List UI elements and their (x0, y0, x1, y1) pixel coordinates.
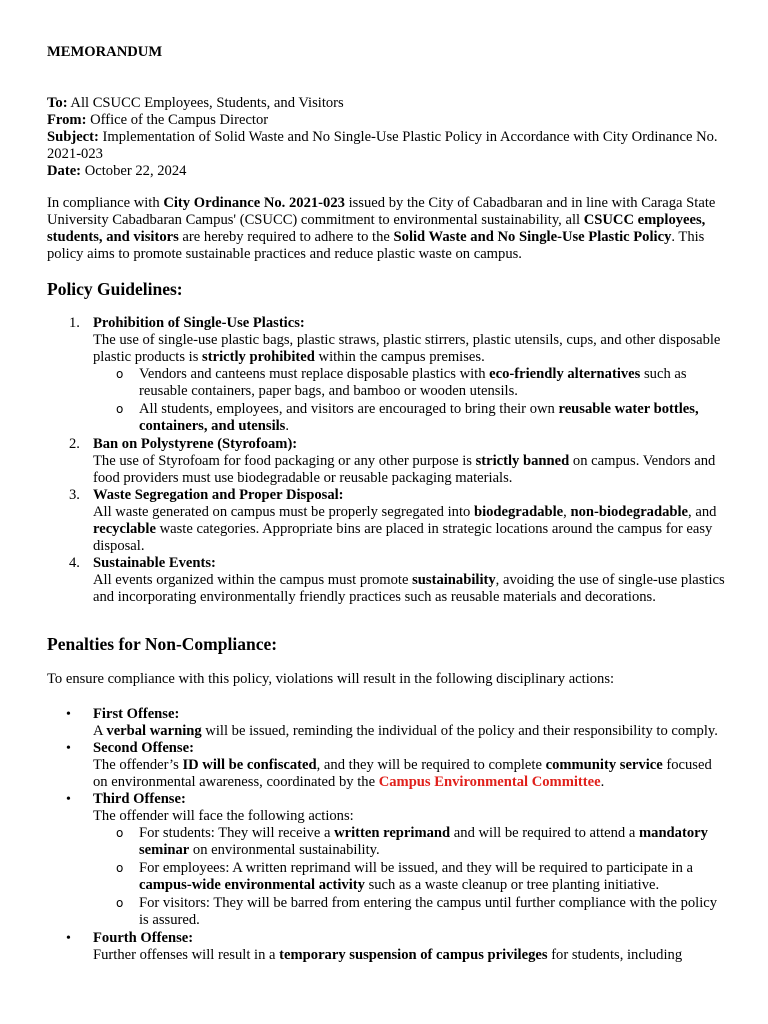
from-value: Office of the Campus Director (86, 112, 269, 128)
sub-bold: eco-friendly alternatives (489, 366, 641, 382)
sub-list-item (93, 860, 727, 894)
intro-bold: CSUCC employees, students, and visitors (47, 212, 706, 245)
sub-list-item (93, 366, 727, 400)
intro-text: . This policy aims to promote sustainable practices and reduce plastic waste on campus. (47, 229, 705, 262)
guideline-sublist (93, 366, 727, 435)
guideline-text: , (563, 504, 571, 520)
guideline-text: All waste generated on campus must be properly segregated into (93, 504, 474, 520)
guideline-bold: biodegradable (473, 504, 564, 520)
offense-text: , and they will be required to complete (316, 757, 546, 773)
guideline-text: waste categories. Appropriate bins are placed in strategic locations around the campus for easy disposal. (93, 521, 713, 554)
guideline-bold: recyclable (93, 521, 156, 537)
sub-text: Vendors and canteens must replace disposable plastics with (139, 366, 490, 382)
offense-sublist (93, 825, 727, 929)
guideline-text: , avoiding the use of single-use plastics and incorporating environmentally friendly practices such as reusable materials and decorations. (93, 572, 725, 605)
offense-item (47, 930, 727, 964)
to-value: All CSUCC Employees, Students, and Visitors (67, 95, 344, 111)
policy-guidelines-heading: Policy Guidelines: (47, 279, 183, 299)
sub-list-item (93, 401, 727, 435)
offense-title: Third Offense: (93, 791, 186, 807)
date-line (47, 163, 727, 180)
bullet-icon: • (66, 792, 71, 807)
penalties-heading: Penalties for Non-Compliance: (47, 634, 278, 654)
guideline-number: 4. (69, 555, 80, 571)
offense-item (47, 706, 727, 740)
sub-bold: mandatory seminar (139, 825, 708, 858)
offense-item (47, 740, 727, 791)
guideline-text: within the campus premises. (314, 349, 485, 365)
guideline-item (47, 555, 727, 606)
bullet-icon: • (66, 707, 71, 722)
guideline-bold: strictly banned (475, 453, 570, 469)
guideline-text: The use of Styrofoam for food packaging or any other purpose is (93, 453, 476, 469)
sub-bold: written reprimand (334, 825, 451, 841)
offense-text: . (600, 774, 605, 790)
guideline-bold: non-biodegradable (570, 504, 689, 520)
guideline-title: Sustainable Events: (93, 555, 216, 571)
intro-text: issued by the City of Cabadbaran and in line with Caraga State University Cabadbaran Campus' (CSUCC) commitment to environmental sustainability, all (47, 195, 716, 228)
offenses-list (47, 706, 727, 964)
guideline-number: 1. (69, 315, 80, 331)
sub-text: For students: They will receive a (139, 825, 335, 841)
memo-header (47, 95, 727, 180)
guideline-bold: sustainability (412, 572, 496, 588)
guideline-title: Ban on Polystyrene (Styrofoam): (93, 436, 298, 452)
sub-bold: campus-wide environmental activity (139, 877, 365, 893)
guideline-text: The use of single-use plastic bags, plastic straws, plastic stirrers, plastic utensils, cups, and other disposable plastic products is (93, 332, 721, 365)
circle-bullet-icon: o (116, 402, 124, 416)
guideline-title: Waste Segregation and Proper Disposal: (93, 487, 344, 503)
circle-bullet-icon: o (116, 826, 124, 840)
sub-list-item (93, 825, 727, 859)
sub-text: For employees: A written reprimand will be issued, and they will be required to participate in a (139, 860, 694, 876)
from-line (47, 112, 727, 129)
sub-text: such as reusable containers, paper bags, and bamboo or wooden utensils. (139, 366, 687, 399)
guidelines-list (47, 315, 727, 606)
guideline-number: 2. (69, 436, 80, 452)
offense-bold: verbal warning (106, 723, 202, 739)
guideline-text: on campus. Vendors and food providers must use biodegradable or reusable packaging materials. (93, 453, 716, 486)
offense-title: Second Offense: (93, 740, 194, 756)
circle-bullet-icon: o (116, 896, 124, 910)
offense-bold: temporary suspension of campus privileges (279, 947, 548, 963)
offense-text: for students, including (547, 947, 683, 963)
offense-item (47, 791, 727, 929)
sub-list-item (93, 895, 727, 929)
intro-bold: City Ordinance No. 2021-023 (163, 195, 345, 211)
circle-bullet-icon: o (116, 861, 124, 875)
offense-text: will be issued, reminding the individual of the policy and their responsibility to comply. (201, 723, 718, 739)
offense-text: focused on environmental awareness, coordinated by the (93, 757, 712, 790)
offense-bold: ID will be confiscated (182, 757, 317, 773)
from-label: From: (47, 112, 87, 128)
memo-title: MEMORANDUM (47, 44, 163, 60)
guideline-number: 3. (69, 487, 80, 503)
guideline-text: , and (688, 504, 717, 520)
sub-text: and will be required to attend a (450, 825, 639, 841)
subject-value: Implementation of Solid Waste and No Single-Use Plastic Policy in Accordance with City Ordinance No. 2021-023 (47, 129, 718, 162)
guideline-item (47, 487, 727, 555)
guideline-bold: strictly prohibited (202, 349, 315, 365)
guideline-title: Prohibition of Single-Use Plastics: (93, 315, 305, 331)
offense-title: Fourth Offense: (93, 930, 194, 946)
penalties-intro: To ensure compliance with this policy, violations will result in the following disciplinary actions: (47, 671, 615, 687)
sub-bold: reusable water bottles, containers, and utensils (139, 401, 699, 434)
intro-text: In compliance with (47, 195, 164, 211)
sub-text: All students, employees, and visitors are encouraged to bring their own (139, 401, 559, 417)
offense-title: First Offense: (93, 706, 180, 722)
bullet-icon: • (66, 741, 71, 756)
to-line (47, 95, 727, 112)
sub-text: . (285, 418, 290, 434)
circle-bullet-icon: o (116, 367, 124, 381)
date-value: October 22, 2024 (81, 163, 187, 179)
intro-paragraph (47, 195, 727, 263)
sub-text: For visitors: They will be barred from entering the campus until further compliance with the policy is assured. (139, 895, 718, 928)
campus-environmental-committee: Campus Environmental Committee (378, 774, 601, 790)
sub-text: on environmental sustainability. (189, 842, 380, 858)
offense-text: A (93, 723, 107, 739)
offense-bold: community service (545, 757, 663, 773)
offense-text: The offender will face the following actions: (93, 808, 354, 824)
sub-text: such as a waste cleanup or tree planting initiative. (364, 877, 660, 893)
offense-text: The offender’s (93, 757, 183, 773)
subject-label: Subject: (47, 129, 99, 145)
to-label: To: (47, 95, 68, 111)
guideline-text: All events organized within the campus must promote (93, 572, 413, 588)
date-label: Date: (47, 163, 82, 179)
intro-text: are hereby required to adhere to the (178, 229, 394, 245)
intro-bold: Solid Waste and No Single-Use Plastic Policy (393, 229, 672, 245)
guideline-item (47, 436, 727, 487)
offense-text: Further offenses will result in a (93, 947, 280, 963)
bullet-icon: • (66, 931, 71, 946)
subject-line (47, 129, 727, 163)
guideline-item (47, 315, 727, 435)
